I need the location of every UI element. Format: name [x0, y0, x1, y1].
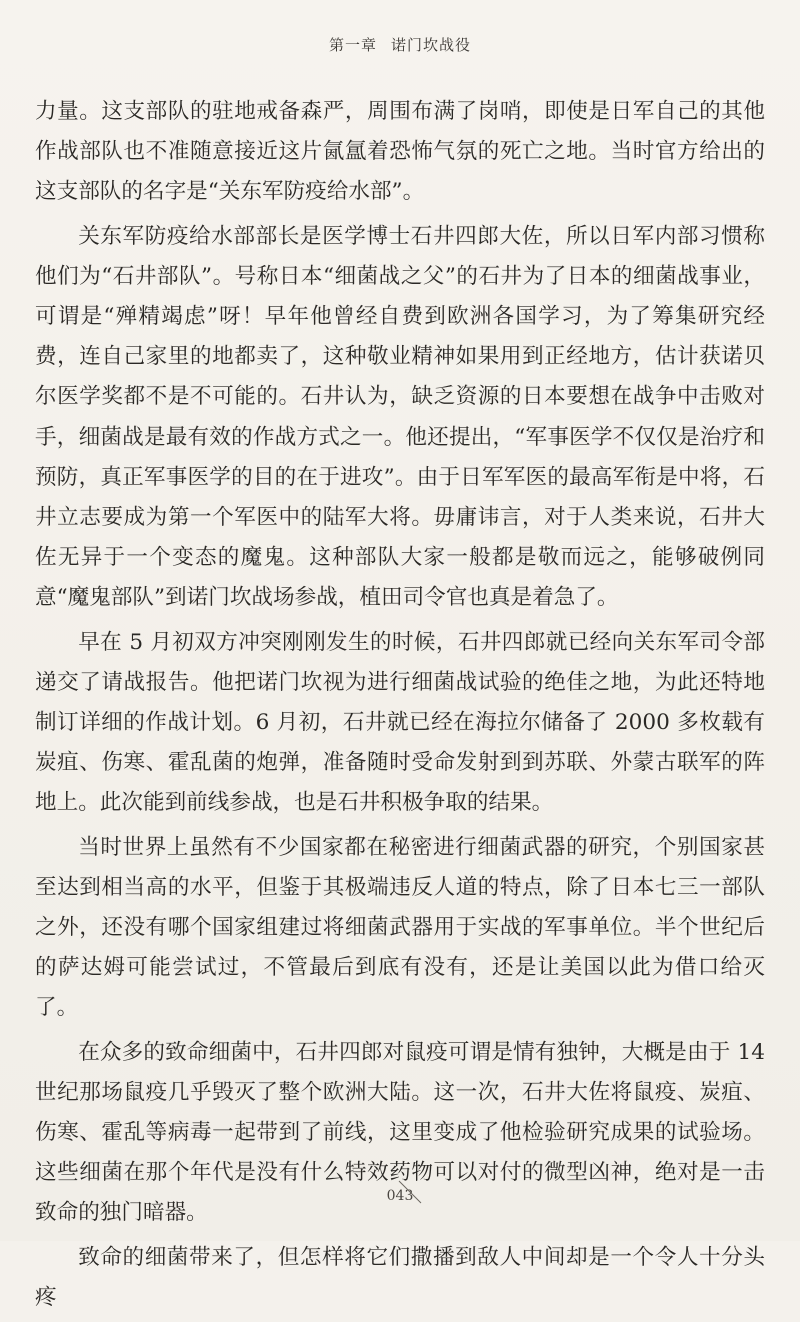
paragraph: 力量。这支部队的驻地戒备森严，周围布满了岗哨，即使是日军自己的其他作战部队也不准随意接近这片氤氲着恐怖气氛的死亡之地。当时官方给出的这支部队的名字是“关东军防疫给水部”。	[35, 99, 765, 205]
running-header	[0, 34, 800, 55]
chapter-number: 第一章	[328, 36, 377, 54]
paragraph: 致命的细菌带来了，但怎样将它们撒播到敌人中间却是一个令人十分头疼	[35, 1244, 765, 1310]
paragraph: 早在 5 月初双方冲突刚刚发生的时候，石井四郎就已经向关东军司令部递交了请战报告。他把诺门坎视为进行细菌战试验的绝佳之地，为此还特地制订详细的作战计划。6 月初，石井就已经在海拉尔储备了 2000 多枚载有炭疽、伤寒、霍乱菌的炮弹，准备随时受命发射到到苏联、外蒙古联军的阵地上。此次能到前线参战，也是石井积极争取的结果。	[35, 629, 765, 816]
chapter-title: 诺门坎战役	[391, 36, 472, 54]
paragraph: 在众多的致命细菌中，石井四郎对鼠疫可谓是情有独钟，大概是由于 14 世纪那场鼠疫几乎毁灭了整个欧洲大陆。这一次，石井大佐将鼠疫、炭疽、伤寒、霍乱等病毒一起带到了前线，这里变成了他检验研究成果的试验场。这些细菌在那个年代是没有什么特效药物可以对付的微型凶神，绝对是一击致命的独门暗器。	[35, 1039, 765, 1226]
page-number-ornament	[396, 1178, 424, 1206]
body-text	[35, 92, 765, 1322]
paragraph: 当时世界上虽然有不少国家都在秘密进行细菌武器的研究，个别国家甚至达到相当高的水平，但鉴于其极端违反人道的特点，除了日本七三一部队之外，还没有哪个国家组建过将细菌武器用于实战的军事单位。半个世纪后的萨达姆可能尝试过，不管最后到底有没有，还是让美国以此为借口给灭了。	[35, 834, 765, 1021]
paragraph: 关东军防疫给水部部长是医学博士石井四郎大佐，所以日军内部习惯称他们为“石井部队”。号称日本“细菌战之父”的石井为了日本的细菌战事业，可谓是“殚精竭虑”呀！早年他曾经自费到欧洲各国学习，为了筹集研究经费，连自己家里的地都卖了，这种敬业精神如果用到正经地方，估计获诺贝尔医学奖都不是不可能的。石井认为，缺乏资源的日本要想在战争中击败对手，细菌战是最有效的作战方式之一。他还提出，“军事医学不仅仅是治疗和预防，真正军事医学的目的在于进攻”。由于日军军医的最高军衔是中将，石井立志要成为第一个军医中的陆军大将。毋庸讳言，对于人类来说，石井大佐无异于一个变态的魔鬼。这种部队大家一般都是敬而远之，能够破例同意“魔鬼部队”到诺门坎战场参战，植田司令官也真是着急了。	[35, 223, 765, 611]
page-number: 043	[386, 1188, 414, 1204]
